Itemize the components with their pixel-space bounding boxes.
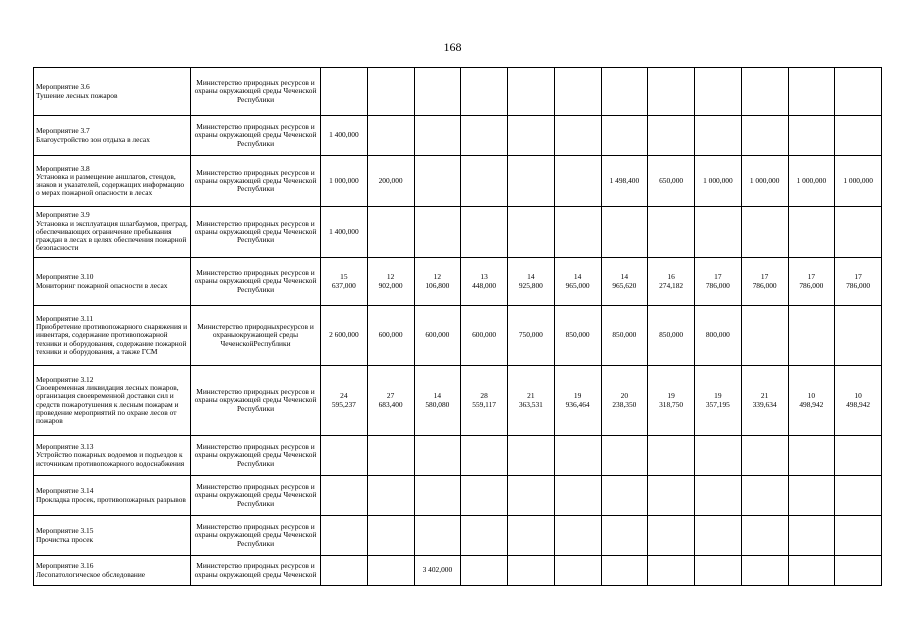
value-cell xyxy=(648,68,695,116)
value-cell: 850,000 xyxy=(554,306,601,366)
value-cell xyxy=(367,516,414,556)
value-cell xyxy=(835,516,882,556)
value-cell: 600,000 xyxy=(367,306,414,366)
value-cell xyxy=(648,436,695,476)
value-cell xyxy=(367,556,414,586)
table-row xyxy=(34,116,882,156)
value-cell: 19 357,195 xyxy=(695,366,742,436)
value-cell: 1 000,000 xyxy=(741,156,788,207)
agency-cell: Министерство природных ресурсов и охраны окружающей среды Чеченской Республики xyxy=(191,476,321,516)
value-cell xyxy=(554,156,601,207)
value-cell xyxy=(835,436,882,476)
value-cell xyxy=(508,68,555,116)
value-cell xyxy=(508,476,555,516)
value-cell xyxy=(788,556,835,586)
agency-cell: Министерство природных ресурсов и охраны окружающей среды Чеченской Республики xyxy=(191,68,321,116)
value-cell xyxy=(695,476,742,516)
value-cell xyxy=(414,68,461,116)
budget-table xyxy=(33,67,882,586)
value-cell xyxy=(741,556,788,586)
value-cell xyxy=(461,207,508,258)
value-cell: 1 000,000 xyxy=(788,156,835,207)
agency-cell: Министерство природныхресурсов и охраныокружающей среды ЧеченскойРеспублики xyxy=(191,306,321,366)
value-cell xyxy=(367,207,414,258)
value-cell xyxy=(788,68,835,116)
value-cell xyxy=(508,436,555,476)
value-cell xyxy=(414,156,461,207)
value-cell xyxy=(648,516,695,556)
value-cell xyxy=(461,476,508,516)
value-cell xyxy=(461,436,508,476)
agency-cell: Министерство природных ресурсов и охраны окружающей среды Чеченской Республики xyxy=(191,366,321,436)
value-cell xyxy=(461,68,508,116)
agency-cell: Министерство природных ресурсов и охраны окружающей среды Чеченской Республики xyxy=(191,516,321,556)
value-cell xyxy=(554,476,601,516)
value-cell: 750,000 xyxy=(508,306,555,366)
value-cell: 12 106,800 xyxy=(414,258,461,306)
agency-cell: Министерство природных ресурсов и охраны окружающей среды Чеченской Республики xyxy=(191,156,321,207)
value-cell: 2 600,000 xyxy=(321,306,368,366)
value-cell: 800,000 xyxy=(695,306,742,366)
value-cell xyxy=(741,436,788,476)
value-cell xyxy=(554,116,601,156)
agency-cell: Министерство природных ресурсов и охраны окружающей среды Чеченской xyxy=(191,556,321,586)
value-cell: 850,000 xyxy=(648,306,695,366)
table-row xyxy=(34,476,882,516)
value-cell xyxy=(508,207,555,258)
value-cell xyxy=(788,116,835,156)
value-cell xyxy=(601,207,648,258)
value-cell xyxy=(835,306,882,366)
table-row xyxy=(34,366,882,436)
value-cell: 1 000,000 xyxy=(835,156,882,207)
value-cell xyxy=(835,116,882,156)
value-cell xyxy=(648,116,695,156)
value-cell xyxy=(648,556,695,586)
value-cell xyxy=(835,476,882,516)
value-cell xyxy=(788,207,835,258)
measure-cell: Мероприятие 3.8 Установка и размещение аншлагов, стендов, знаков и указателей, содержащих информацию о мерах пожарной опасности в лесах xyxy=(34,156,191,207)
table-row xyxy=(34,436,882,476)
value-cell: 16 274,182 xyxy=(648,258,695,306)
value-cell xyxy=(788,476,835,516)
value-cell xyxy=(508,156,555,207)
value-cell xyxy=(601,116,648,156)
value-cell xyxy=(554,436,601,476)
value-cell xyxy=(461,116,508,156)
value-cell xyxy=(367,116,414,156)
value-cell xyxy=(835,556,882,586)
agency-cell: Министерство природных ресурсов и охраны окружающей среды Чеченской Республики xyxy=(191,436,321,476)
value-cell xyxy=(601,516,648,556)
value-cell xyxy=(321,68,368,116)
page-number: 168 xyxy=(443,40,462,54)
agency-cell: Министерство природных ресурсов и охраны окружающей среды Чеченской Республики xyxy=(191,258,321,306)
value-cell xyxy=(554,68,601,116)
value-cell xyxy=(741,116,788,156)
value-cell xyxy=(788,516,835,556)
table-row xyxy=(34,156,882,207)
value-cell xyxy=(461,156,508,207)
value-cell xyxy=(695,68,742,116)
value-cell xyxy=(554,516,601,556)
measure-cell: Мероприятие 3.14 Прокладка просек, противопожарных разрывов xyxy=(34,476,191,516)
value-cell: 14 965,620 xyxy=(601,258,648,306)
value-cell: 650,000 xyxy=(648,156,695,207)
value-cell xyxy=(695,207,742,258)
value-cell xyxy=(648,207,695,258)
value-cell xyxy=(601,556,648,586)
measure-cell: Мероприятие 3.11 Приобретение противопожарного снаряжения и инвентаря, содержание противопожарной техники и оборудования, содержание пожарной техники и оборудования, а также ГСМ xyxy=(34,306,191,366)
value-cell: 27 683,400 xyxy=(367,366,414,436)
measure-cell: Мероприятие 3.12 Своевременная ликвидация лесных пожаров, организация своевременной доставки сил и средств пожаротушения к лесным пожарам и проведение мероприятий по охране лесов от пожаров xyxy=(34,366,191,436)
value-cell xyxy=(461,516,508,556)
value-cell: 1 400,000 xyxy=(321,207,368,258)
value-cell: 10 498,942 xyxy=(788,366,835,436)
value-cell: 14 965,000 xyxy=(554,258,601,306)
value-cell: 1 498,400 xyxy=(601,156,648,207)
measure-cell: Мероприятие 3.13 Устройство пожарных водоемов и подъездов к источникам противопожарного водоснабжения xyxy=(34,436,191,476)
value-cell: 850,000 xyxy=(601,306,648,366)
value-cell xyxy=(601,436,648,476)
value-cell xyxy=(321,516,368,556)
value-cell xyxy=(508,516,555,556)
value-cell xyxy=(414,436,461,476)
value-cell: 14 580,080 xyxy=(414,366,461,436)
measure-cell: Мероприятие 3.15 Прочистка просек xyxy=(34,516,191,556)
value-cell: 12 902,000 xyxy=(367,258,414,306)
value-cell: 21 363,531 xyxy=(508,366,555,436)
agency-cell: Министерство природных ресурсов и охраны окружающей среды Чеченской Республики xyxy=(191,207,321,258)
value-cell xyxy=(741,68,788,116)
value-cell xyxy=(321,436,368,476)
value-cell xyxy=(741,516,788,556)
value-cell xyxy=(367,476,414,516)
value-cell: 14 925,800 xyxy=(508,258,555,306)
value-cell xyxy=(741,207,788,258)
value-cell xyxy=(648,476,695,516)
value-cell xyxy=(414,116,461,156)
value-cell: 17 786,000 xyxy=(788,258,835,306)
value-cell: 10 498,942 xyxy=(835,366,882,436)
table-row xyxy=(34,556,882,586)
value-cell xyxy=(788,436,835,476)
value-cell: 1 000,000 xyxy=(695,156,742,207)
value-cell: 21 339,634 xyxy=(741,366,788,436)
value-cell: 20 238,350 xyxy=(601,366,648,436)
value-cell xyxy=(835,207,882,258)
value-cell xyxy=(554,556,601,586)
value-cell: 24 595,237 xyxy=(321,366,368,436)
value-cell: 1 000,000 xyxy=(321,156,368,207)
value-cell xyxy=(835,68,882,116)
table-row xyxy=(34,68,882,116)
value-cell xyxy=(601,68,648,116)
table-row xyxy=(34,207,882,258)
value-cell: 1 400,000 xyxy=(321,116,368,156)
value-cell xyxy=(414,476,461,516)
value-cell xyxy=(695,556,742,586)
value-cell xyxy=(414,207,461,258)
value-cell: 3 402,000 xyxy=(414,556,461,586)
value-cell xyxy=(321,476,368,516)
value-cell: 17 786,000 xyxy=(835,258,882,306)
value-cell: 19 318,750 xyxy=(648,366,695,436)
measure-cell: Мероприятие 3.9 Установка и эксплуатация шлагбаумов, преград, обеспечивающих ограничение пребывания граждан в лесах в целях обеспечения пожарной безопасности xyxy=(34,207,191,258)
value-cell xyxy=(741,476,788,516)
measure-cell: Мероприятие 3.6 Тушение лесных пожаров xyxy=(34,68,191,116)
value-cell xyxy=(367,436,414,476)
value-cell xyxy=(508,116,555,156)
agency-cell: Министерство природных ресурсов и охраны окружающей среды Чеченской Республики xyxy=(191,116,321,156)
value-cell xyxy=(695,516,742,556)
value-cell xyxy=(321,556,368,586)
table-row xyxy=(34,306,882,366)
value-cell: 17 786,000 xyxy=(741,258,788,306)
value-cell: 17 786,000 xyxy=(695,258,742,306)
measure-cell: Мероприятие 3.16 Лесопатологическое обследование xyxy=(34,556,191,586)
value-cell xyxy=(367,68,414,116)
value-cell xyxy=(508,556,555,586)
value-cell xyxy=(554,207,601,258)
value-cell xyxy=(601,476,648,516)
value-cell xyxy=(788,306,835,366)
value-cell xyxy=(414,516,461,556)
value-cell: 200,000 xyxy=(367,156,414,207)
value-cell xyxy=(695,116,742,156)
value-cell xyxy=(461,556,508,586)
table-row xyxy=(34,516,882,556)
value-cell xyxy=(741,306,788,366)
value-cell: 600,000 xyxy=(461,306,508,366)
table-row xyxy=(34,258,882,306)
table-body xyxy=(34,68,882,586)
value-cell: 13 448,000 xyxy=(461,258,508,306)
value-cell: 28 559,117 xyxy=(461,366,508,436)
value-cell: 19 936,464 xyxy=(554,366,601,436)
value-cell xyxy=(695,436,742,476)
value-cell: 600,000 xyxy=(414,306,461,366)
value-cell: 15 637,000 xyxy=(321,258,368,306)
measure-cell: Мероприятие 3.7 Благоустройство зон отдыха в лесах xyxy=(34,116,191,156)
measure-cell: Мероприятие 3.10 Мониторинг пожарной опасности в лесах xyxy=(34,258,191,306)
